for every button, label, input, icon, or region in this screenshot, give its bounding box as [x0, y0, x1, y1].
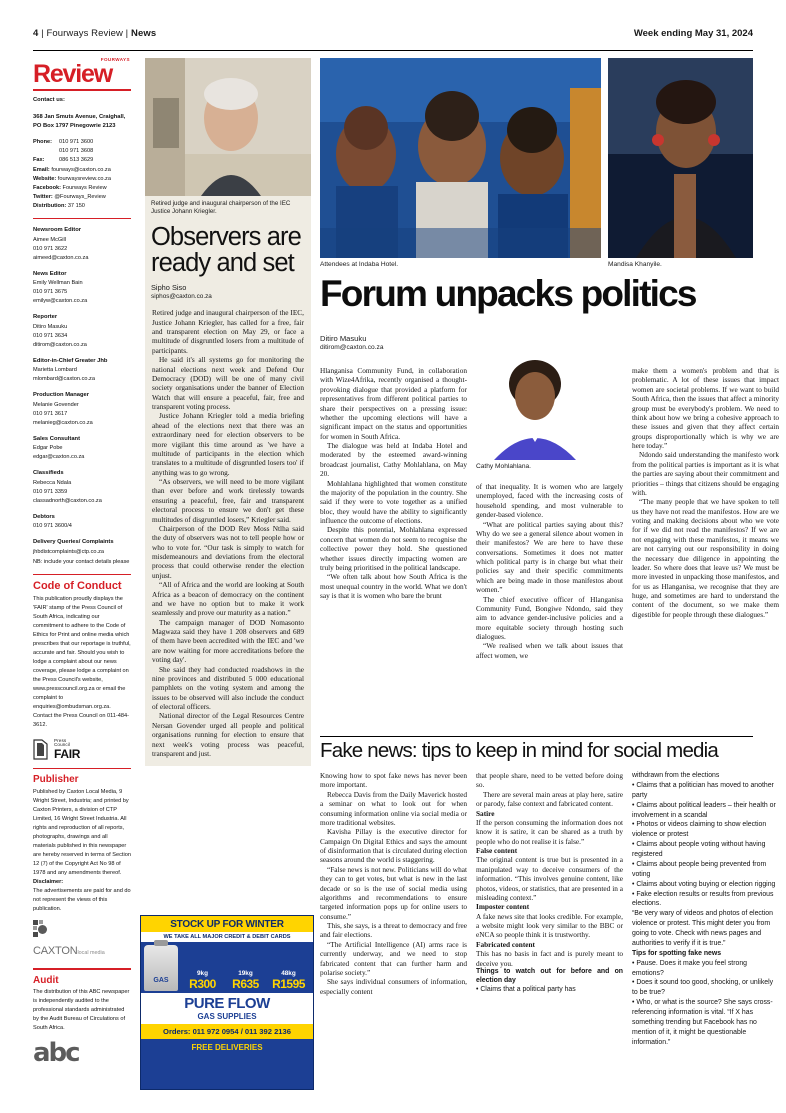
article-paragraph: The original content is true but is presented in a manipulated way to deceive consumers of the information. “This involves genuine content, like photos, videos, or statistics, that are presented in a misleading context.” — [476, 855, 623, 902]
advertisement[interactable] — [140, 915, 314, 1090]
forum-byline-name: Ditiro Masuku — [320, 334, 367, 343]
staff-name: Edgar Pobe — [33, 445, 63, 452]
logo-rule — [33, 89, 131, 91]
staff-entry — [33, 313, 131, 350]
website-label: Website: — [33, 175, 57, 182]
forum-column-1 — [320, 366, 467, 732]
fake-news-rule — [320, 736, 753, 737]
ad-orders-line[interactable]: Orders: 011 972 0954 / 011 392 2136 — [141, 1024, 313, 1039]
audit-body: The distribution of this ABC newspaper is independently audited to the professional standards administrated by the Audit Bureau of Circulations of South Africa. — [33, 989, 130, 1032]
staff-role: Reporter — [33, 314, 58, 321]
bullet-item: • Claims that a political party has — [476, 985, 576, 993]
observers-byline-email[interactable]: siphos@caxton.co.za — [151, 293, 212, 300]
article-paragraph: “The many people that we have spoken to tell us they have not read the manifestos. How are we voting and making decisions about who we vote for if we did not read the manifestos? If we are not engaging with these manifestos, it means we are not carrying out our responsibility in doing the necessary due diligence in appointing the leader. So where does that leave us? We must be more invested in unpacking those manifestos, and for us as Hlanganisa, we recognise that they are huge, and sometimes are hard to understand the content of the document, so we make them digestible for people through these dialogues.” — [632, 497, 779, 619]
staff-role: Delivery Queries/ Complaints — [33, 539, 114, 546]
bullet-item: • Does it sound too good, shocking, or unlikely to be true? — [632, 979, 774, 997]
article-paragraph: Hlanganisa Community Fund, in collaboration with Wize4Afrika, recently organised a thought-provoking dialogue that provided a platform for representatives from different political parties to share their perspectives on a pressing issue: whether the upcoming elections will have a significant impact on the status and opportunities for women in South Africa. — [320, 366, 467, 441]
facebook-handle[interactable]: Fourways Review — [62, 184, 107, 191]
gas-cylinder-label: GAS — [153, 977, 169, 984]
twitter-label: Twitter: — [33, 193, 53, 200]
section-name: News — [130, 28, 157, 39]
kriegler-photo-image — [145, 58, 311, 196]
page-number: 4 — [33, 28, 39, 39]
staff-entry — [33, 435, 131, 462]
article-paragraph: If the person consuming the information does not know it is satire, it can be shared as a truth by people who do not realise it is false.” — [476, 817, 623, 846]
article-paragraph: “What are political parties saying about this? Why do we see a general silence about women in their manifestos? We are here to have these conversations. Sometimes it does not matter which political party is in charge but what their policies say and their specific commitments which are being made in those manifestos about women.” — [476, 519, 623, 595]
article-paragraph: This has no basis in fact and is purely meant to deceive you. — [476, 949, 623, 968]
press-council-icon — [33, 739, 50, 760]
staff-entry — [33, 513, 131, 531]
fake-news-column-2 — [476, 771, 623, 994]
staff-list — [33, 226, 131, 557]
bullet-item: withdrawn from the elections — [632, 772, 720, 779]
article-paragraph: She says individual consumers of information, especially content — [320, 977, 467, 996]
watch-out-subheading: Things to watch out for before and on election day — [476, 967, 623, 984]
logo-wordmark: Review — [33, 60, 112, 88]
review-logo — [33, 58, 131, 91]
fake-news-headline: Fake news: tips to keep in mind for social media — [320, 739, 718, 762]
publisher-heading: Publisher — [33, 774, 79, 786]
contact-block — [33, 96, 131, 1068]
staff-email[interactable]: melanieg@caxton.co.za — [33, 419, 93, 426]
code-of-conduct-heading: Code of Conduct — [33, 580, 122, 593]
ad-price-value: R1595 — [272, 977, 305, 991]
staff-email[interactable]: edgar@caxton.co.za — [33, 454, 85, 461]
staff-entry — [33, 226, 131, 263]
forum-column-2 — [476, 482, 623, 732]
address: 368 Jan Smuts Avenue, Craighall, PO Box 1797 Pinegowrie 2123 — [33, 113, 126, 129]
forum-byline — [320, 334, 384, 353]
subheading: Fabricated content — [476, 939, 535, 949]
page-header-left: 4 | Fourways Review | News — [33, 28, 157, 39]
gas-cylinder-icon — [144, 945, 178, 991]
mandisa-photo — [608, 58, 753, 258]
article-paragraph: Despite this potential, Mohlahlana expressed concern that women do not seem to recognise the collective power they hold. She questioned whether issues directly impacting women are truly being prioritised in the political landscape. — [320, 525, 467, 572]
bullet-item: • Claims about voting buying or election rigging — [632, 880, 776, 888]
pull-quote: “Be very wary of videos and photos of election violence or protest. This might deter you from going to vote. Check with news pages and authorities to verify if it is true.” — [632, 910, 773, 947]
staff-entry — [33, 538, 131, 556]
ad-price-column — [267, 970, 310, 991]
staff-email[interactable]: aimeed@caxton.co.za — [33, 254, 89, 261]
article-paragraph: Kavisha Pillay is the executive director for Campaign On Digital Ethics and says the amount of disinformation that is circulated during election seasons around the world is staggering. — [320, 827, 467, 865]
rail-divider-2 — [33, 574, 131, 576]
bullet-item: • Who, or what is the source? She says cross-referencing information is vital. “If X has something trending but Facebook has no mention of it, it might be questionable information.” — [632, 999, 773, 1046]
staff-name: Emily Wellman Bain — [33, 280, 83, 287]
fair-line-1: Press — [54, 737, 67, 743]
staff-name: Ditiro Masuku — [33, 323, 68, 330]
distribution-value: 37 150 — [67, 202, 85, 209]
article-paragraph: He said it's all systems go for monitoring the national elections next week and Defend Our Democracy (DOD) will be one of many civil society organisations under the banner of Election Watch that will ensure a peaceful, fair, free and transparent voting process. — [152, 355, 304, 412]
article-paragraph: The dialogue was held at Indaba Hotel and moderated by the esteemed award-winning broadcast journalist, Cathy Mohlahlana, on May 20. — [320, 441, 467, 479]
cathy-photo-caption: Cathy Mohlahlana. — [476, 463, 531, 470]
article-paragraph: “We realised when we talk about issues that affect women, we — [476, 641, 623, 660]
ad-price-column — [181, 970, 224, 991]
staff-role: Editor-in-Chief Greater Jhb — [33, 357, 108, 364]
bullet-item: • Pause. Does it make you feel strong emotions? — [632, 959, 748, 977]
masthead-rail — [33, 58, 131, 1088]
article-paragraph: Rebecca Davis from the Daily Maverick hosted a seminar on what to look out for when consuming information online via social media or more traditional websites. — [320, 789, 467, 827]
article-paragraph: Ndondo said understanding the manifesto work from the political parties is important as it is what the parties are saying about their commitment and priorities – things that citizens should be engaging with. — [632, 450, 779, 497]
ad-size-label: 48kg — [281, 970, 296, 977]
staff-email[interactable]: emilyw@caxton.co.za — [33, 298, 88, 305]
caxton-wordmark: CAXTON — [33, 945, 78, 958]
indaba-photo — [320, 58, 601, 258]
subheading: False content — [476, 846, 518, 855]
issue-date: Week ending May 31, 2024 — [633, 28, 753, 39]
article-paragraph: Justice Johann Kriegler told a media briefing ahead of the elections next that there was an extraordinary need for election observers to be more vigilant this time around as 'we have a multitude of participants in the election which translates to a multitude of disgruntled losers too' if anything was to go wrong. — [152, 411, 304, 477]
logo-kicker: FOURWAYS — [100, 57, 130, 62]
rail-divider-4 — [33, 968, 131, 970]
ad-headline: STOCK UP FOR WINTER — [141, 916, 313, 932]
ad-brand-name: PURE FLOW — [141, 993, 313, 1012]
staff-phone: 010 971 3634 — [33, 332, 68, 339]
kriegler-photo-caption: Retired judge and inaugural chairperson of the IEC Justice Johann Kriegler. — [151, 200, 291, 216]
disclaimer-label: Disclaimer: — [33, 879, 64, 886]
staff-name: Rebecca Ndala — [33, 479, 72, 486]
email-address[interactable]: fourways@caxton.co.za — [51, 166, 111, 173]
bullet-item: • Claims about people being prevented from voting — [632, 860, 767, 878]
staff-phone: 010 971 3617 — [33, 410, 68, 417]
article-paragraph: Mohlahlana highlighted that women constitute the majority of the population in the country. She said if they were to vote together as a unified bloc, they would have the ability to significantly influence the outcome of elections. — [320, 478, 467, 525]
mandisa-photo-image — [608, 58, 753, 258]
observers-headline: Observers are ready and set — [151, 223, 301, 278]
article-paragraph: Chairperson of the DOD Rev Moss Ntlha said the duty of observers was not to tell people how or who to vote for. “Our task is simply to watch for misdemeanours and deviations from the electoral process that could otherwise render the election unjust. — [152, 523, 304, 580]
article-paragraph: National director of the Legal Resources Centre Nersan Govender urged all people and political organisations running for election to ensure that next week's voting process was peaceful, transparent and just. — [152, 711, 304, 758]
twitter-handle[interactable]: @Fourways_Review — [54, 193, 106, 200]
subheading: Satire — [476, 808, 495, 818]
facebook-label: Facebook: — [33, 184, 61, 191]
observers-byline — [145, 276, 311, 301]
article-paragraph: The chief executive officer of Hlanganisa Community Fund, Bongiwe Ndondo, said they aim to advance gender-inclusive policies and a more equitable society through hosting such dialogues. — [476, 594, 623, 641]
staff-email[interactable]: ditirom@caxton.co.za — [33, 341, 87, 348]
staff-phone: 010 971 3359 — [33, 488, 68, 495]
article-paragraph: The campaign manager of DOD Nomasonto Magwaza said they have 1 208 observers and 689 of them have been accredited with the IEC and 'we are now waiting for more accreditations before the voting day'. — [152, 617, 304, 665]
fair-word: FAIR — [54, 747, 81, 762]
staff-entry — [33, 391, 131, 428]
delivery-note: NB: include your contact details please — [33, 558, 130, 565]
staff-email[interactable]: classadnorth@caxton.co.za — [33, 497, 102, 504]
caxton-tagline: local media — [77, 950, 105, 957]
rail-divider — [33, 218, 131, 220]
rail-divider-3 — [33, 768, 131, 770]
tips-subheading: Tips for spotting fake news — [632, 949, 722, 957]
abc-logo: abc — [33, 1037, 79, 1068]
staff-name: Aimee McGill — [33, 236, 66, 243]
fax-number: 086 513 3629 — [59, 157, 94, 164]
phone-label: Phone: — [33, 139, 52, 146]
contact-label: Contact us: — [33, 97, 65, 104]
ad-brand-sub: GAS SUPPLIES — [141, 1012, 313, 1024]
publication-name: Fourways Review — [46, 28, 123, 39]
cathy-photo — [476, 350, 594, 460]
article-paragraph: “As observers, we will need to be more vigilant than ever before and work tirelessly towards ensuring a peaceful, free, fair and transparent electoral process to ensure we don't get these multitudes of disgruntled losers,” Kriegler said. — [152, 477, 304, 524]
ad-price-value: R635 — [232, 977, 259, 991]
observers-article — [145, 58, 311, 766]
phone-1: 010 971 3600 — [59, 139, 94, 146]
bullet-item: • Photos or videos claiming to show election violence or protest — [632, 821, 767, 839]
staff-name: Marietta Lombard — [33, 367, 77, 374]
article-paragraph: Knowing how to spot fake news has never been more important. — [320, 771, 467, 790]
observers-body — [145, 301, 311, 766]
article-paragraph: This, she says, is a threat to democracy and free and fair elections. — [320, 921, 467, 940]
publisher-body: Published by Caxton Local Media, 9 Wright Street, Industria; and printed by Caxton Printers, a division of CTP Limited, 16 Wright Street Industria. All rights and reproduction of all reports, photographs, drawings and all materials published in this newspaper are hereby reserved in terms of Section 12 (7) of the Copyright Act No 98 of 1978 and any amendments thereof. — [33, 788, 131, 877]
kriegler-photo — [145, 58, 311, 196]
article-paragraph: make them a women's problem and that is problematic. A lot of these issues that impact women are societal problems. If we want to build South Africa, then the issues that affect a minority group must be everybody's problem. We need to think about how we bring a cohesive approach to these issues and given that they affect certain groups disproportionally which is why we are here today.” — [632, 366, 779, 450]
staff-email[interactable]: mlombard@caxton.co.za — [33, 376, 95, 383]
staff-entry — [33, 357, 131, 384]
bullet-item: • Claims about people voting without having registered — [632, 841, 766, 858]
fake-news-column-1 — [320, 771, 467, 996]
bullet-item: • Claims about political leaders – their health or involvement in a scandal — [632, 801, 776, 819]
fair-line-2: Council — [54, 742, 71, 748]
page-header — [33, 28, 753, 51]
website-address[interactable]: fourwaysreview.co.za — [57, 175, 111, 182]
forum-headline: Forum unpacks politics — [320, 273, 696, 314]
fake-news-column-3 — [632, 771, 779, 1048]
ad-free-delivery: FREE DELIVERIES — [141, 1039, 313, 1056]
audit-heading: Audit — [33, 974, 59, 986]
ad-size-label: 9kg — [196, 970, 208, 977]
staff-role: Debtors — [33, 513, 55, 520]
phone-2: 010 971 3608 — [59, 148, 94, 155]
staff-email[interactable]: jhbdistcomplaints@ctp.co.za — [33, 548, 104, 555]
indaba-photo-caption: Attendees at Indaba Hotel. — [320, 261, 399, 268]
bullet-item: • Fake election results or results from previous elections. — [632, 890, 774, 908]
staff-role: Sales Consultant — [33, 435, 81, 442]
staff-name: Melanie Govender — [33, 401, 79, 408]
fair-logo — [33, 739, 131, 761]
article-paragraph: Retired judge and inaugural chairperson of the IEC, Justice Johann Kriegler, has called for a free, fair and transparent election on May 29, or face a multitude of disgruntled losers from a multitude of participants. — [152, 308, 304, 355]
mandisa-photo-caption: Mandisa Khanyile. — [608, 261, 662, 268]
bullet-item: • Claims that a politician has moved to another party — [632, 781, 774, 799]
cathy-photo-image — [476, 350, 594, 460]
distribution-label: Distribution: — [33, 202, 67, 209]
article-paragraph: She said they had conducted roadshows in the nine provinces and distributed 5 000 educational pamphlets on the voting system and among the issues to be observed will also include the conduct of electoral officers. — [152, 664, 304, 712]
article-paragraph: “The Artificial Intelligence (AI) arms race is currently underway, and we need to stop fabricated content that can further harm and polarise society.” — [320, 939, 467, 977]
fax-label: Fax: — [33, 157, 45, 164]
article-paragraph: “False news is not new. Politicians will do what they can to get votes, but what is new in the last decade or so is the use of social media using algorithms and recommendations to ensure targeted information pops up for online users to consume.” — [320, 864, 467, 921]
indaba-photo-image — [320, 58, 601, 258]
forum-column-3 — [632, 366, 779, 732]
observers-byline-name: Sipho Siso — [151, 283, 187, 293]
article-paragraph: “We often talk about how South Africa is the most unequal country in the world. What we don't say is that it is women who bare the brunt — [320, 572, 467, 600]
article-paragraph: A fake news site that looks credible. For example, a website might look very similar to the BBC or eNCA so people think it is trustworthy. — [476, 911, 623, 940]
forum-byline-email[interactable]: ditirom@caxton.co.za — [320, 344, 384, 352]
staff-role: Production Manager — [33, 392, 90, 399]
ad-price-list — [141, 942, 313, 993]
caxton-mark-icon — [33, 920, 50, 937]
article-paragraph: There are several main areas at play here, satire or parody, false context and fabricated content. — [476, 789, 623, 809]
code-of-conduct-body: This publication proudly displays the 'FAIR' stamp of the Press Council of South Africa, indicating our commitment to adhere to the Code of Ethics for Print and online media which prescribes that our reportage is truthful, accurate and fair. Should you wish to lodge a complaint about our news coverage, please lodge a complaint on the Press Council's website, www.presscouncil.org.za or email the complaint to enquiries@ombudsman.org.za. Contact the Press Council on 011-484-3612. — [33, 595, 131, 729]
staff-role: Classifieds — [33, 470, 64, 477]
staff-role: Newsroom Editor — [33, 227, 81, 234]
staff-entry — [33, 270, 131, 307]
ad-price-column — [224, 970, 267, 991]
ad-subheadline: WE TAKE ALL MAJOR CREDIT & DEBIT CARDS — [141, 932, 313, 942]
staff-entry — [33, 469, 131, 506]
email-label: Email: — [33, 166, 50, 173]
article-paragraph: that people share, need to be vetted before doing so. — [476, 771, 623, 790]
article-paragraph: of that inequality. It is women who are largely unemployed, faced with the increasing costs of household spending, and most vulnerable to gender-based violence. — [476, 482, 623, 520]
staff-role: News Editor — [33, 270, 67, 277]
ad-price-value: R300 — [189, 977, 216, 991]
subheading: Imposter content — [476, 902, 530, 912]
staff-phone: 010 971 3600/4 — [33, 523, 72, 530]
ad-size-label: 19kg — [238, 970, 253, 977]
caxton-logo — [33, 920, 131, 961]
staff-phone: 010 971 3675 — [33, 289, 68, 296]
staff-phone: 010 971 3622 — [33, 245, 68, 252]
disclaimer-body: The advertisements are paid for and do not represent the views of this publication. — [33, 888, 131, 913]
article-paragraph: “All of Africa and the world are looking at South Africa as a beacon of democracy on the continent and we have no option but to make it work seamlessly and prove our maturity as a nation.” — [152, 580, 304, 618]
